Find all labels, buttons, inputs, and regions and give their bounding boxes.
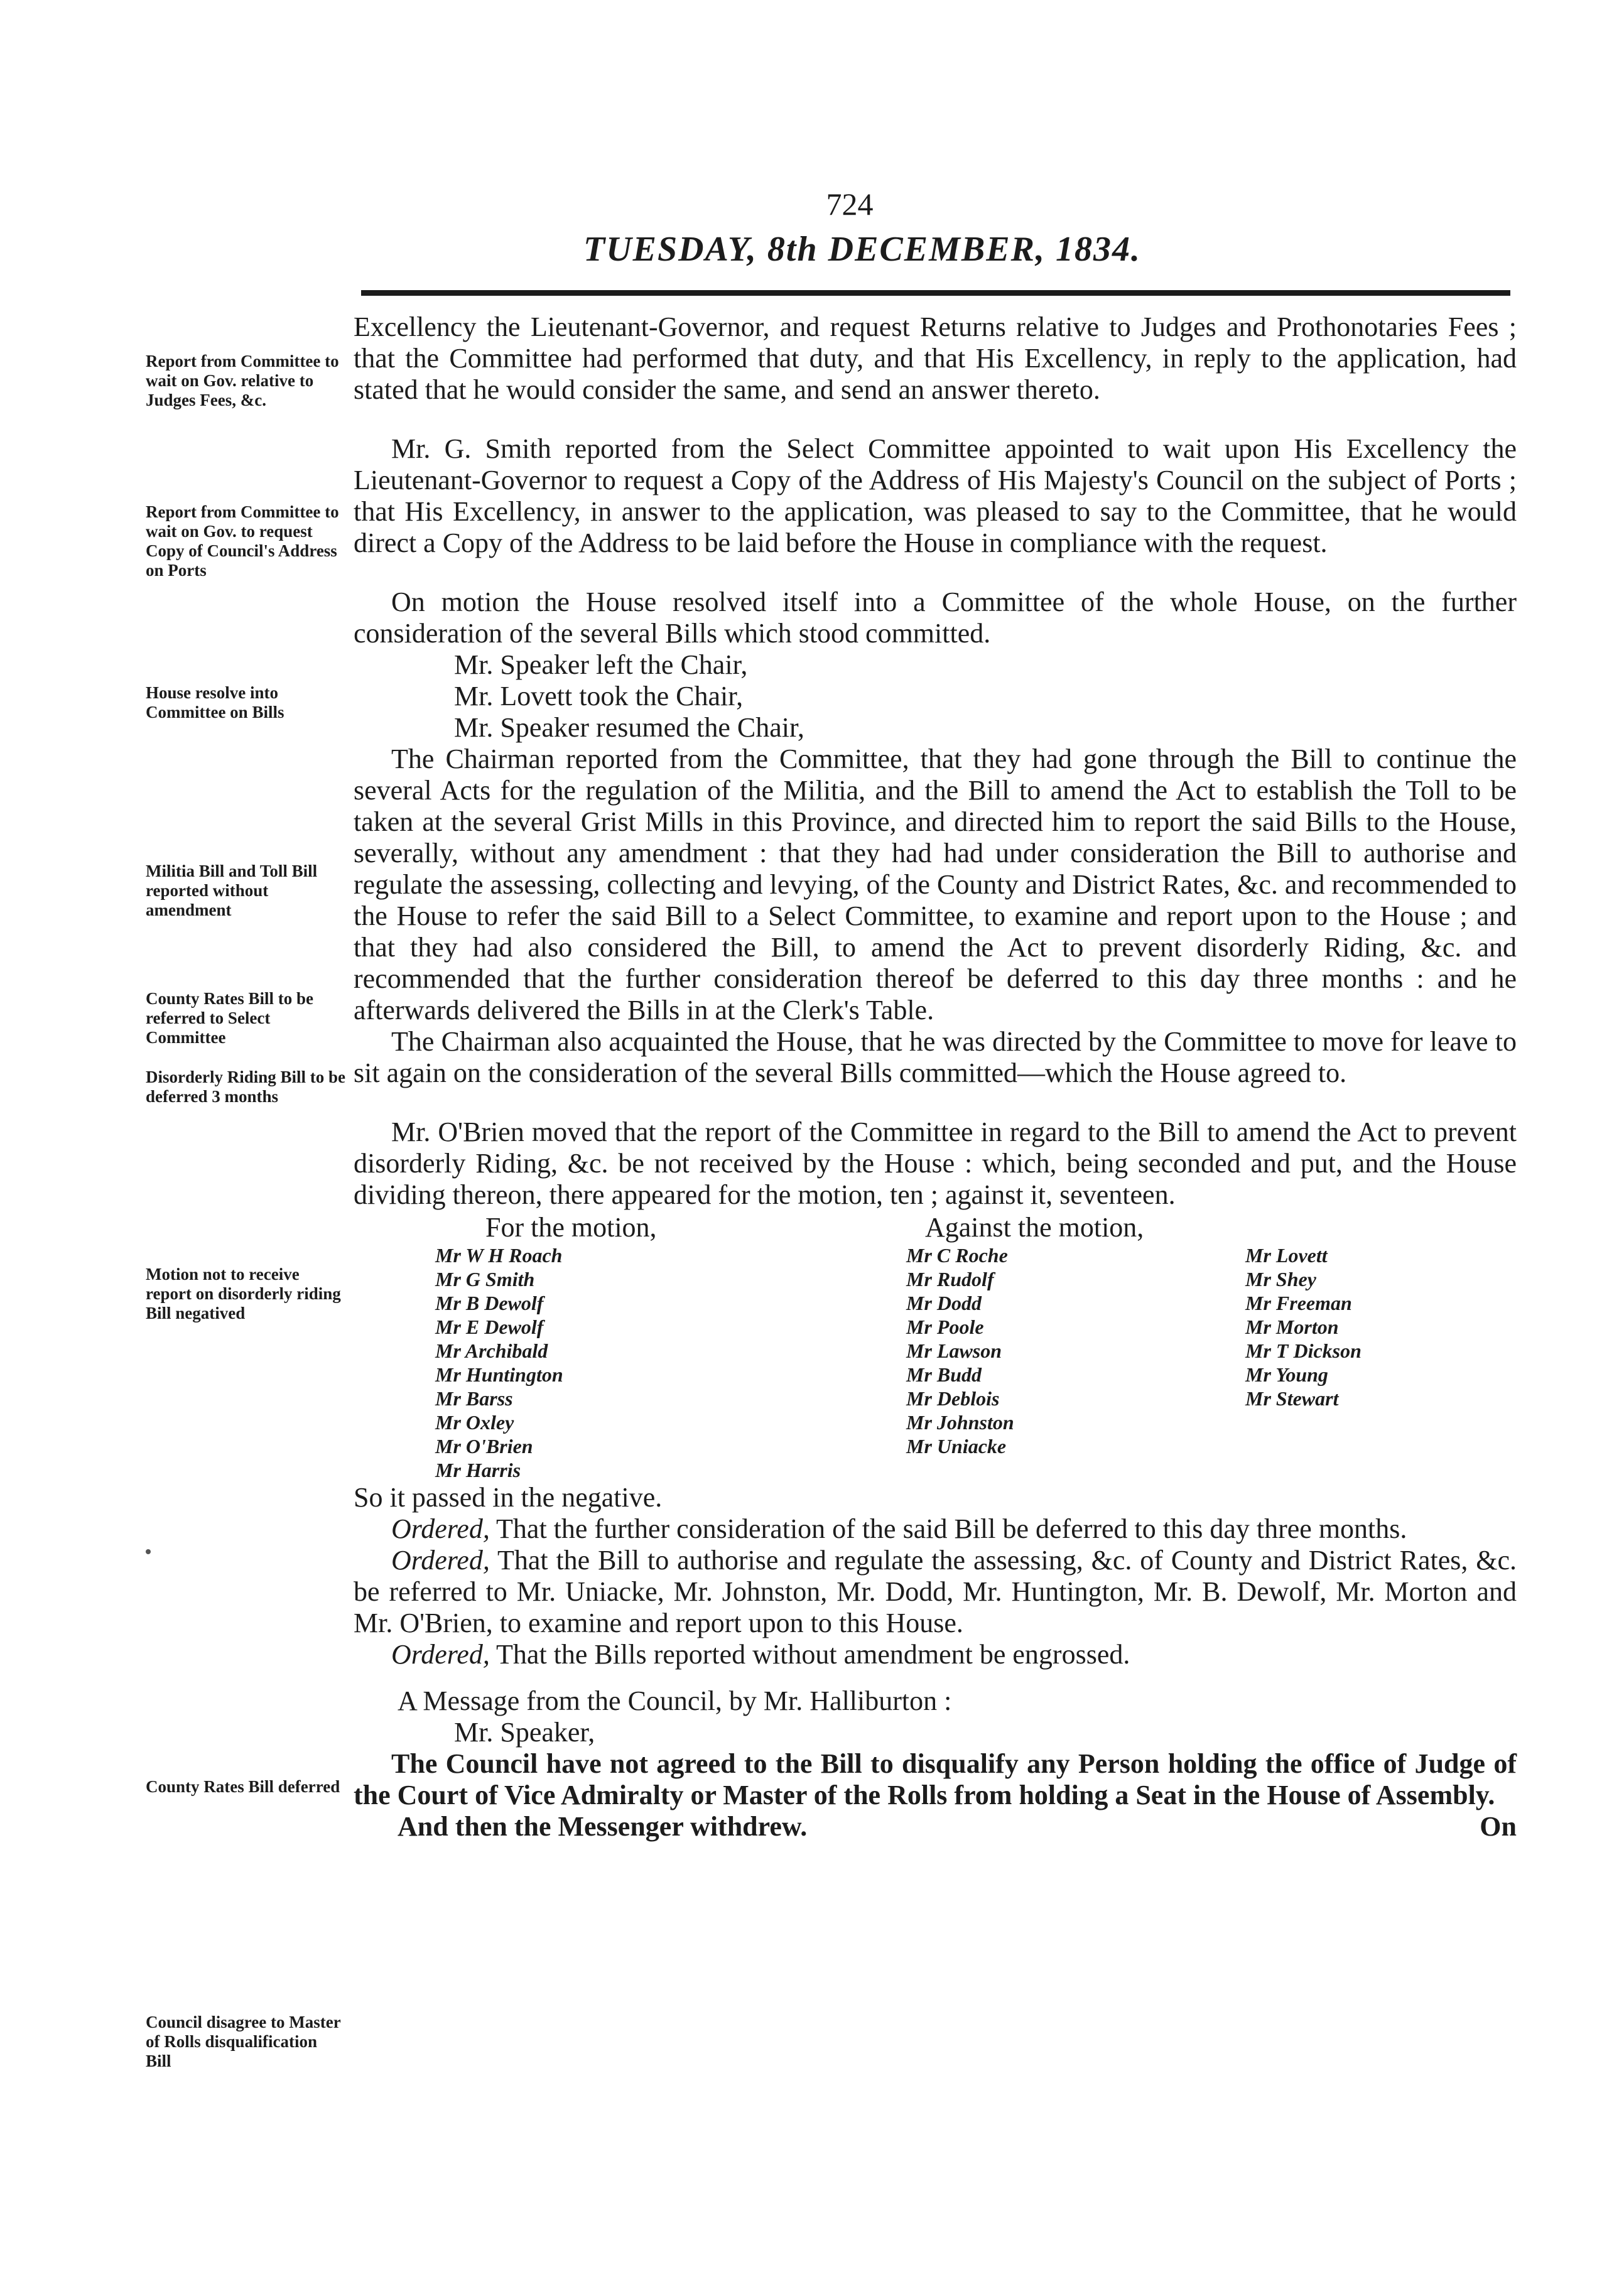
page-header-date: TUESDAY, 8th DECEMBER, 1834. — [583, 230, 1141, 269]
margin-note: County Rates Bill to be referred to Select Committee — [146, 989, 314, 1047]
for-motion-heading: For the motion, — [485, 1212, 657, 1243]
against-motion-list — [1245, 1243, 1434, 1482]
member-name: Mr Morton — [1245, 1316, 1339, 1338]
member-name: Mr Poole — [906, 1316, 984, 1338]
member-name: Mr Oxley — [435, 1411, 514, 1434]
ordered-referred — [354, 1545, 1517, 1639]
member-name: Mr W H Roach — [435, 1244, 563, 1267]
margin-note: Motion not to receive report on disorderly riding Bill negatived — [146, 1265, 341, 1322]
against-motion-list — [906, 1243, 1245, 1482]
page-number: 724 — [826, 187, 874, 222]
paragraph-chairman-report: The Chairman reported from the Committee, that they had gone through the Bill to continue the several Acts for the regulation of the Militia, and the Bill to amend the Act to establish the Toll to be taken at the several Grist Mills in this Province, and directed him to report the said Bills to the House, severally, without any amendment : that they had had under consideration the Bill to authorise and regulate the assessing, collecting and levying, of the County and District Rates, &c. and recommended to the House to refer the said Bill to a Select Committee, to examine and report upon to the House ; and that they had also considered the Bill, to amend the Act to prevent disorderly Riding, &c. and recommended that the further consideration thereof be deferred to this day three months : and he afterwards delivered the Bills in at the Clerk's Table. — [354, 744, 1517, 1025]
member-name: Mr E Dewolf — [435, 1316, 544, 1338]
closing-line — [354, 1811, 1517, 1842]
member-name: Mr Uniacke — [906, 1435, 1007, 1458]
margin-note: Report from Committee to wait on Gov. to request Copy of Council's Address on Ports — [146, 502, 339, 580]
margin-note: House resolve into Committee on Bills — [146, 683, 284, 722]
margin-note: Militia Bill and Toll Bill reported without amendment — [146, 862, 318, 919]
catchword: On — [1480, 1811, 1517, 1842]
speaker-salutation: Mr. Speaker, — [454, 1717, 595, 1748]
member-name: Mr Archibald — [435, 1339, 548, 1362]
against-motion-heading: Against the motion, — [925, 1212, 1144, 1243]
council-message-heading: A Message from the Council, by Mr. Halliburton : — [398, 1685, 952, 1716]
member-name: Mr Lovett — [1245, 1244, 1328, 1267]
member-name: Mr Deblois — [906, 1387, 1000, 1410]
member-name: Mr Harris — [435, 1459, 521, 1481]
member-name: Mr B Dewolf — [435, 1292, 544, 1314]
paragraph-committee-whole: On motion the House resolved itself into a Committee of the whole House, on the further consideration of the several Bills which stood committed. — [354, 587, 1517, 649]
ordered-deferred — [354, 1513, 1517, 1545]
member-name: Mr G Smith — [435, 1268, 535, 1290]
margin-note: Council disagree to Master of Rolls disqualification Bill — [146, 2013, 341, 2070]
member-name: Mr Stewart — [1245, 1387, 1339, 1410]
stray-ink-mark — [146, 1549, 151, 1554]
division-list — [354, 1243, 1517, 1482]
ordered-word: Ordered, — [391, 1639, 490, 1670]
member-name: Mr Lawson — [906, 1339, 1002, 1362]
member-name: Mr Dodd — [906, 1292, 982, 1314]
member-name: Mr T Dickson — [1245, 1339, 1361, 1362]
member-name: Mr Freeman — [1245, 1292, 1352, 1314]
member-name: Mr Barss — [435, 1387, 513, 1410]
chair-line: Mr. Speaker resumed the Chair, — [454, 712, 804, 743]
ordered-text: That the Bill to authorise and regulate the assessing, &c. of County and District Rates, &c. be referred to Mr. Uniacke, Mr. Johnston, Mr. Dodd, Mr. Huntington, Mr. B. Dewolf, Mr. Morton and Mr. O'Brien, to examine and report upon to this House. — [354, 1545, 1517, 1638]
member-name: Mr Young — [1245, 1363, 1328, 1386]
member-name: Mr Budd — [906, 1363, 982, 1386]
margin-note: County Rates Bill deferred — [146, 1777, 340, 1796]
negative-line: So it passed in the negative. — [354, 1482, 663, 1513]
ordered-text: That the Bills reported without amendment be engrossed. — [496, 1639, 1130, 1670]
ordered-word: Ordered, — [391, 1513, 490, 1544]
margin-note: Report from Committee to wait on Gov. relative to Judges Fees, &c. — [146, 352, 339, 409]
paragraph-leave-to-sit: The Chairman also acquainted the House, that he was directed by the Committee to move for leave to sit again on the consideration of the several Bills committed—which the House agreed to. — [354, 1026, 1517, 1088]
chair-line: Mr. Lovett took the Chair, — [454, 681, 744, 711]
member-name: Mr C Roche — [906, 1244, 1008, 1267]
member-name: Mr Shey — [1245, 1268, 1316, 1290]
member-name: Mr Johnston — [906, 1411, 1014, 1434]
ordered-engrossed — [354, 1639, 1517, 1670]
journal-body — [354, 311, 1517, 1842]
paragraph-judges-fees: Excellency the Lieutenant-Governor, and request Returns relative to Judges and Prothonotaries Fees ; that the Committee had performed that duty, and that His Excellency, in reply to the application, had stated that he would consider the same, and send an answer thereto. — [354, 311, 1517, 405]
messenger-withdrew: And then the Messenger withdrew. — [398, 1811, 808, 1842]
member-name: Mr Rudolf — [906, 1268, 994, 1290]
member-name: Mr O'Brien — [435, 1435, 533, 1458]
paragraph-obrien-motion: Mr. O'Brien moved that the report of the Committee in regard to the Bill to amend the Act to prevent disorderly Riding, &c. be not received by the House : which, being seconded and put, and the House dividing thereon, there appeared for the motion, ten ; against it, seventeen. — [354, 1117, 1517, 1210]
council-message-text: The Council have not agreed to the Bill to disqualify any Person holding the office of Judge of the Court of Vice Admiralty or Master of the Rolls from holding a Seat in the House of Assembly. — [354, 1748, 1517, 1810]
member-name: Mr Huntington — [435, 1363, 563, 1386]
header-rule — [361, 290, 1510, 296]
paragraph-ports-address: Mr. G. Smith reported from the Select Committee appointed to wait upon His Excellency the Lieutenant-Governor to request a Copy of the Address of His Majesty's Council on the subject of Ports ; that His Excellency, in answer to the application, was pleased to say to the Committee, that he would direct a Copy of the Address to be laid before the House in compliance with the request. — [354, 433, 1517, 558]
for-motion-list — [435, 1243, 906, 1482]
ordered-text: That the further consideration of the said Bill be deferred to this day three months. — [496, 1513, 1407, 1544]
margin-note: Disorderly Riding Bill to be deferred 3 months — [146, 1068, 346, 1106]
chair-line: Mr. Speaker left the Chair, — [454, 649, 748, 680]
ordered-word: Ordered, — [391, 1545, 490, 1576]
division-header — [354, 1212, 1517, 1243]
